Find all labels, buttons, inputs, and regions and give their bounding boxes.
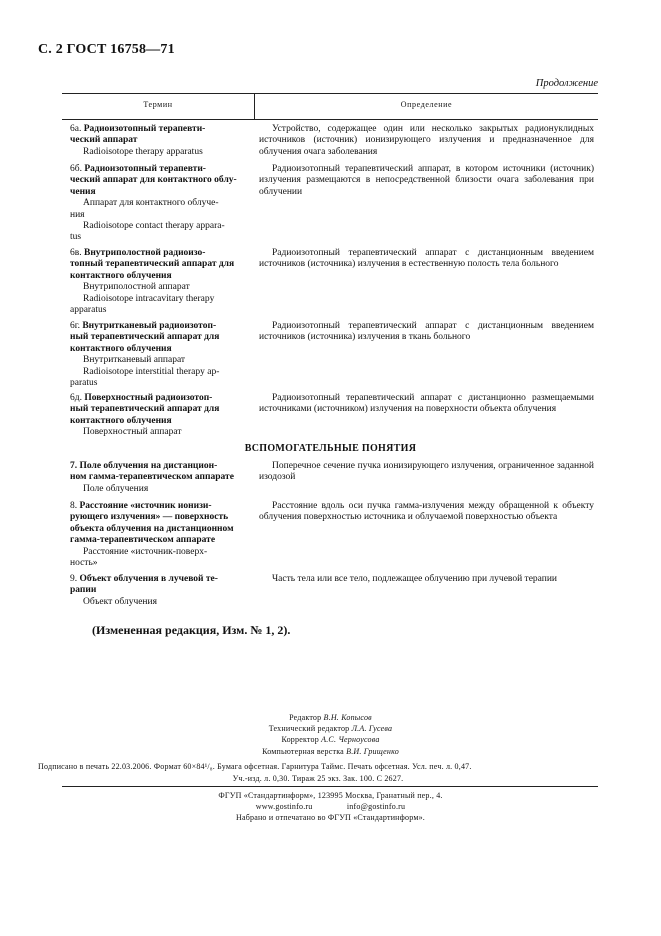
term-line	[70, 259, 250, 270]
term-text: 6г.	[70, 321, 83, 331]
term-line	[70, 305, 250, 316]
definition-6a: Устройство, содержащее один или несколько закрытых радионуклидных источников (источник) ионизирующего излучения и предназначенное для облучения очага заболевания	[259, 124, 594, 157]
term-line	[70, 585, 250, 596]
term-line	[70, 147, 250, 158]
table-top-rule	[62, 93, 598, 94]
term-bold-text: 7. Поле облучения на дистанцион-	[70, 461, 218, 471]
term-bold-text: Поверхностный радиоизотоп-	[84, 393, 213, 403]
term-6d	[70, 393, 250, 439]
definition-9: Часть тела или все тело, подлежащее облучению при лучевой терапии	[272, 574, 558, 584]
term-line	[70, 164, 250, 175]
term-bold-text: гамма-терапевтическом аппарате	[70, 535, 216, 546]
table-header-rule	[62, 119, 598, 120]
term-text: ность»	[70, 558, 98, 569]
term-bold-text: рапии	[70, 585, 97, 596]
term-line	[70, 378, 250, 389]
print-info-line1: Подписано в печать 22.03.2006. Формат 60×84¹/₈. Бумага офсетная. Гарнитура Таймс. Печать офсетная. Усл. печ. л. 0,47.	[38, 762, 472, 771]
term-line	[70, 210, 250, 221]
publisher-printed: Набрано и отпечатано во ФГУП «Стандартинформ».	[236, 813, 425, 822]
term-line	[70, 355, 250, 366]
credit-tech-editor: Технический редактор Л.А. Гусева	[268, 724, 393, 734]
term-line	[70, 187, 250, 198]
term-text: apparatus	[70, 305, 107, 316]
term-line	[70, 367, 250, 378]
term-line	[70, 321, 250, 332]
term-text: 6в.	[70, 248, 84, 258]
term-text: Расстояние «источник-поверх-	[83, 546, 208, 557]
term-bold-text: ческий аппарат для контактного облу-	[70, 175, 237, 186]
term-text: 6а.	[70, 124, 84, 134]
definition-6g: Радиоизотопный терапевтический аппарат с дистанционным введением источников (источника) излучения в ткань больного	[259, 321, 594, 343]
term-bold-text: рующего излучения» — поверхность	[70, 512, 229, 523]
term-9	[70, 574, 250, 608]
separator-rule	[62, 786, 598, 787]
term-line	[70, 461, 250, 472]
term-6a	[70, 124, 250, 158]
term-line	[70, 221, 250, 232]
credit-editor: Редактор В.Н. Копысов	[289, 713, 372, 722]
term-6b	[70, 164, 250, 244]
term-bold-text: Радиоизотопный терапевти-	[83, 124, 206, 134]
term-line	[70, 198, 250, 209]
term-text: 8.	[70, 501, 80, 511]
term-text: Внутритканевый аппарат	[83, 355, 186, 366]
amendment-note: (Измененная редакция, Изм. № 1, 2).	[92, 623, 291, 637]
term-bold-text: ческий аппарат	[70, 135, 138, 146]
term-text: tus	[70, 232, 82, 243]
term-line	[70, 427, 250, 438]
term-bold-text: ный терапевтический аппарат для	[70, 332, 220, 343]
definition-8: Расстояние вдоль оси пучка гамма-излучения между обращенной к объекту облучения поверхностью источника и облучаемой поверхностью объекта	[259, 501, 594, 523]
publisher-block	[0, 790, 661, 823]
term-bold-text: Расстояние «источник ионизи-	[79, 501, 212, 511]
term-line	[70, 332, 250, 343]
term-line	[70, 124, 250, 135]
term-bold-text: контактного облучения	[70, 343, 172, 354]
term-line	[70, 472, 250, 483]
publisher-email[interactable]: info@gostinfo.ru	[346, 802, 406, 811]
term-line	[70, 393, 250, 404]
term-text: 6д.	[70, 393, 85, 403]
term-line	[70, 271, 250, 282]
term-bold-text: контактного облучения	[70, 270, 172, 281]
term-6g	[70, 321, 250, 389]
term-bold-text: объекта облучения на дистанционном	[70, 523, 234, 534]
term-text: 6б.	[70, 164, 85, 174]
term-line	[70, 524, 250, 535]
term-6v	[70, 248, 250, 316]
term-bold-text: контактного облучения	[70, 415, 172, 426]
term-bold-text: ном гамма-терапевтическом аппарате	[70, 472, 234, 483]
term-line	[70, 484, 250, 495]
term-line	[70, 232, 250, 243]
print-info	[38, 761, 598, 785]
term-line	[70, 597, 250, 608]
term-text: Поле облучения	[83, 483, 149, 494]
definition-6b: Радиоизотопный терапевтический аппарат, в котором источники (источник) излучения размещаются в непосредственной близости очага заболевания при облучении	[259, 164, 594, 197]
term-line	[70, 248, 250, 259]
term-bold-text: Внутриполостной радиоизо-	[84, 248, 206, 258]
term-text: Radioisotope interstitial therapy ap-	[83, 366, 220, 377]
section-heading: ВСПОМОГАТЕЛЬНЫЕ ПОНЯТИЯ	[244, 443, 417, 454]
term-bold-text: чения	[70, 186, 96, 197]
term-line	[70, 535, 250, 546]
term-line	[70, 416, 250, 427]
term-line	[70, 175, 250, 186]
page-header: С. 2 ГОСТ 16758—71	[38, 42, 175, 57]
term-line	[70, 135, 250, 146]
term-line	[70, 558, 250, 569]
publisher-address: ФГУП «Стандартинформ», 123995 Москва, Гранатный пер., 4.	[218, 791, 443, 800]
term-line	[70, 547, 250, 558]
definition-7: Поперечное сечение пучка ионизирующего излучения, ограниченное заданной изодозой	[259, 461, 594, 483]
term-8	[70, 501, 250, 569]
credits-block	[0, 712, 661, 757]
term-text: Внутриполостной аппарат	[83, 282, 190, 293]
term-text: Аппарат для контактного облуче-	[83, 198, 219, 209]
term-line	[70, 344, 250, 355]
print-info-line2: Уч.-изд. л. 0,30. Тираж 25 экз. Зак. 100. С 2627.	[232, 774, 404, 783]
term-7	[70, 461, 250, 495]
term-bold-text: ный терапевтический аппарат для	[70, 404, 220, 415]
publisher-website[interactable]: www.gostinfo.ru	[255, 802, 313, 811]
term-bold-text: Внутритканевый радиоизотоп-	[82, 321, 217, 331]
term-text: Radioisotope contact therapy appara-	[83, 221, 225, 232]
term-text: ния	[70, 209, 85, 220]
term-text: Radioisotope therapy apparatus	[83, 146, 203, 157]
column-header-term: Термин	[143, 100, 173, 109]
term-bold-text: топный терапевтический аппарат для	[70, 259, 235, 270]
term-bold-text: Объект облучения в лучевой те-	[79, 574, 218, 584]
term-line	[70, 574, 250, 585]
term-text: Объект облучения	[83, 596, 157, 607]
publisher-contacts	[0, 801, 661, 812]
term-text: 9.	[70, 574, 80, 584]
term-bold-text: Радиоизотопный терапевти-	[84, 164, 206, 174]
term-text: Поверхностный аппарат	[83, 427, 182, 438]
term-line	[70, 294, 250, 305]
credit-layout: Компьютерная верстка В.И. Грищенко	[262, 746, 399, 756]
term-line	[70, 404, 250, 415]
term-line	[70, 512, 250, 523]
term-text: paratus	[70, 378, 98, 389]
term-line	[70, 501, 250, 512]
definition-6v: Радиоизотопный терапевтический аппарат с дистанционным введением источников (источника) излучения в естественную полость тела больного	[259, 248, 594, 270]
definition-6d: Радиоизотопный терапевтический аппарат с дистанционно размещаемыми источниками (источником) излучения на поверхности объекта облучения	[259, 393, 594, 415]
term-line	[70, 282, 250, 293]
continuation-label: Продолжение	[535, 78, 598, 89]
credit-proofreader: Корректор А.С. Черноусова	[281, 735, 380, 745]
column-header-definition: Определение	[400, 100, 453, 109]
term-text: Radioisotope intracavitary therapy	[83, 293, 215, 304]
